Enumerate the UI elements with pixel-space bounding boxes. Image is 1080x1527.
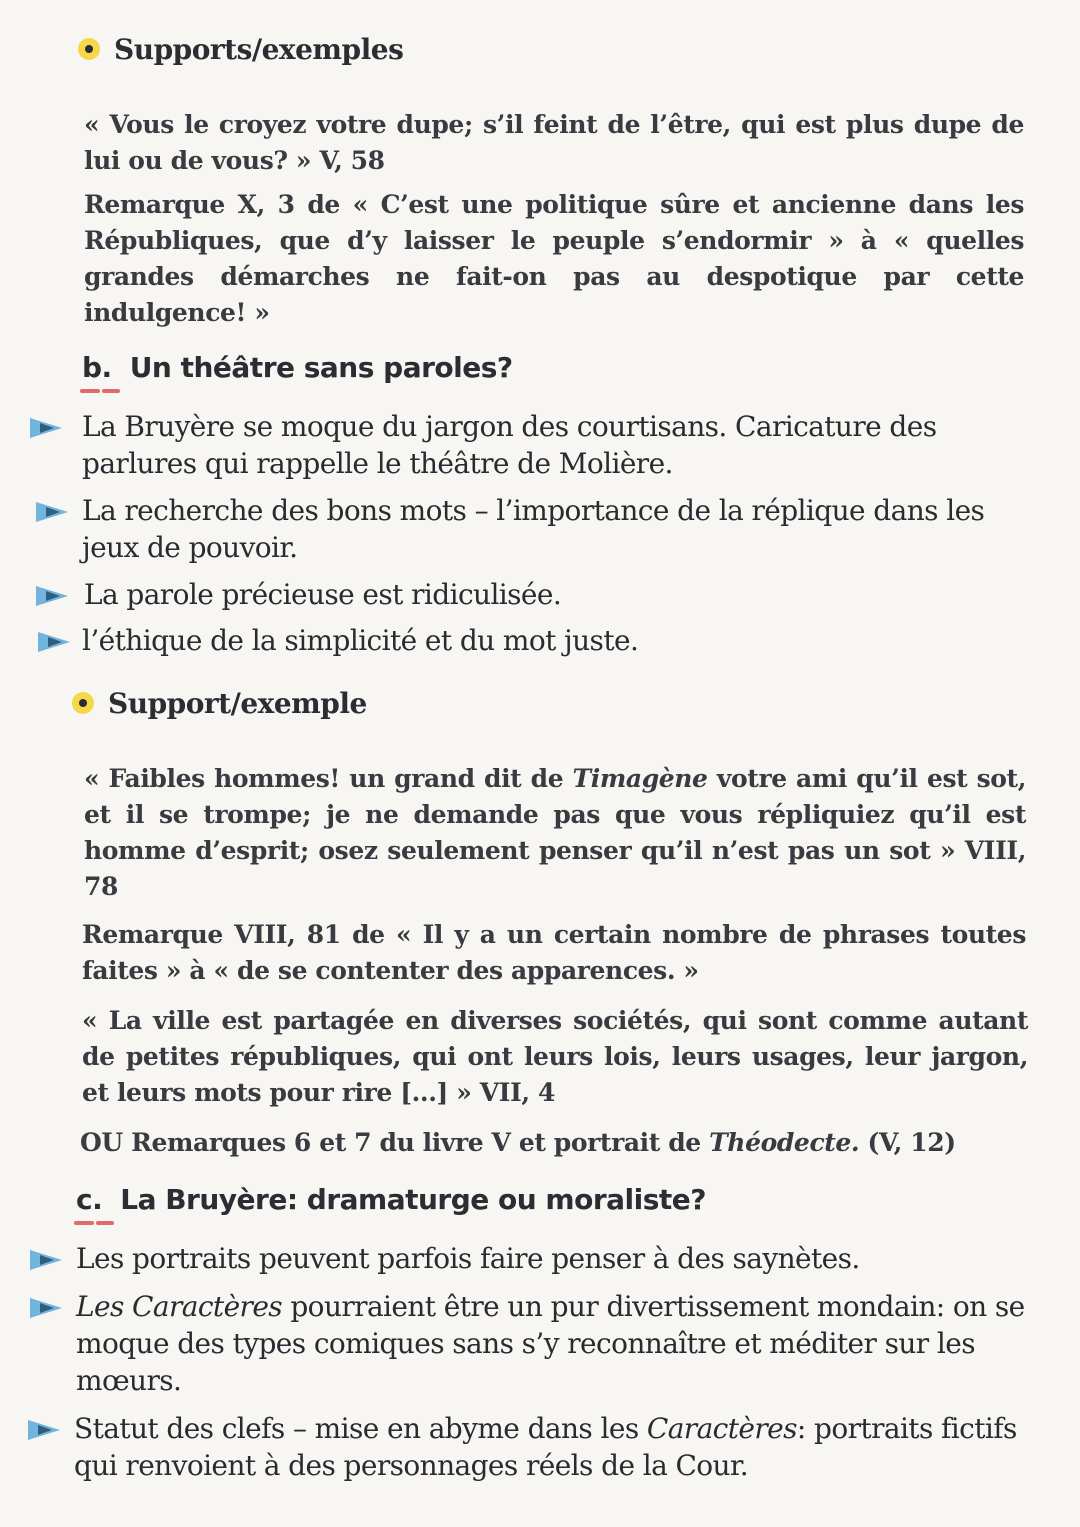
blue-arrow-bullet-icon [26, 414, 70, 442]
blue-arrow-bullet-icon [26, 1246, 70, 1274]
blue-arrow-bullet-icon [24, 1416, 68, 1444]
support-remark-b: Remarque VIII, 81 de « Il y a un certain nombre de phrases toutes faites » à « de se contenter des apparences. » [82, 920, 1026, 985]
highlight-dot-icon [72, 692, 94, 714]
support-heading-a: Supports/exemples [78, 32, 403, 68]
support-heading-b: Support/exemple [72, 686, 367, 722]
blue-arrow-bullet-icon [34, 628, 78, 656]
support-quote-a: « Vous le croyez votre dupe; s’il feint de l’être, qui est plus dupe de lui ou de vous? » V, 58 [84, 110, 1024, 175]
section-c-heading [76, 1182, 706, 1218]
blue-arrow-bullet-icon [26, 1294, 70, 1322]
blue-arrow-bullet-icon [32, 498, 76, 526]
section-c-title: La Bruyère: dramaturge ou moraliste? [120, 1183, 707, 1216]
section-c-bullet: Les portraits peuvent parfois faire penser à des saynètes. [76, 1242, 860, 1275]
support-quote-b: « Faibles hommes! un grand dit de Timagène votre ami qu’il est sot, et il se trompe; je ne demande pas que vous répliquiez qu’il est homme d’esprit; osez seulement penser qu’il n’est pas un sot » VIII, 78 [84, 764, 1027, 901]
section-c-bullet: Statut des clefs – mise en abyme dans les Caractères: portraits fictifs qui renvoient à des personnages réels de la Cour. [74, 1412, 1017, 1482]
section-b-letter: b. [82, 350, 112, 386]
red-underline-mark-icon [74, 1220, 116, 1226]
section-c-letter: c. [76, 1182, 102, 1218]
section-b-heading [82, 350, 513, 386]
section-b-bullet: La Bruyère se moque du jargon des courtisans. Caricature des parlures qui rappelle le théâtre de Molière. [82, 410, 937, 480]
support-alternative-b: OU Remarques 6 et 7 du livre V et portrait de Théodecte. (V, 12) [80, 1128, 956, 1157]
section-b-bullet: l’éthique de la simplicité et du mot juste. [82, 624, 639, 657]
section-b-bullet: La parole précieuse est ridiculisée. [84, 578, 562, 611]
highlight-dot-icon [78, 38, 100, 60]
section-b-bullet: La recherche des bons mots – l’importance de la réplique dans les jeux de pouvoir. [82, 494, 985, 564]
support-quote-b2: « La ville est partagée en diverses sociétés, qui sont comme autant de petites républiques, qui ont leurs lois, leurs usages, leur jargon, et leurs mots pour rire [...] » VII, 4 [82, 1006, 1028, 1107]
support-remark-a: Remarque X, 3 de « C’est une politique sûre et ancienne dans les Républiques, que d’y laisser le peuple s’endormir » à « quelles grandes démarches ne fait-on pas au despotique par cette indulgence! » [84, 190, 1024, 327]
blue-arrow-bullet-icon [32, 582, 76, 610]
section-b-title: Un théâtre sans paroles? [129, 351, 513, 384]
red-underline-mark-icon [80, 388, 122, 394]
section-c-bullet: Les Caractères pourraient être un pur divertissement mondain: on se moque des types comiques sans s’y reconnaître et méditer sur les mœurs. [76, 1290, 1025, 1397]
